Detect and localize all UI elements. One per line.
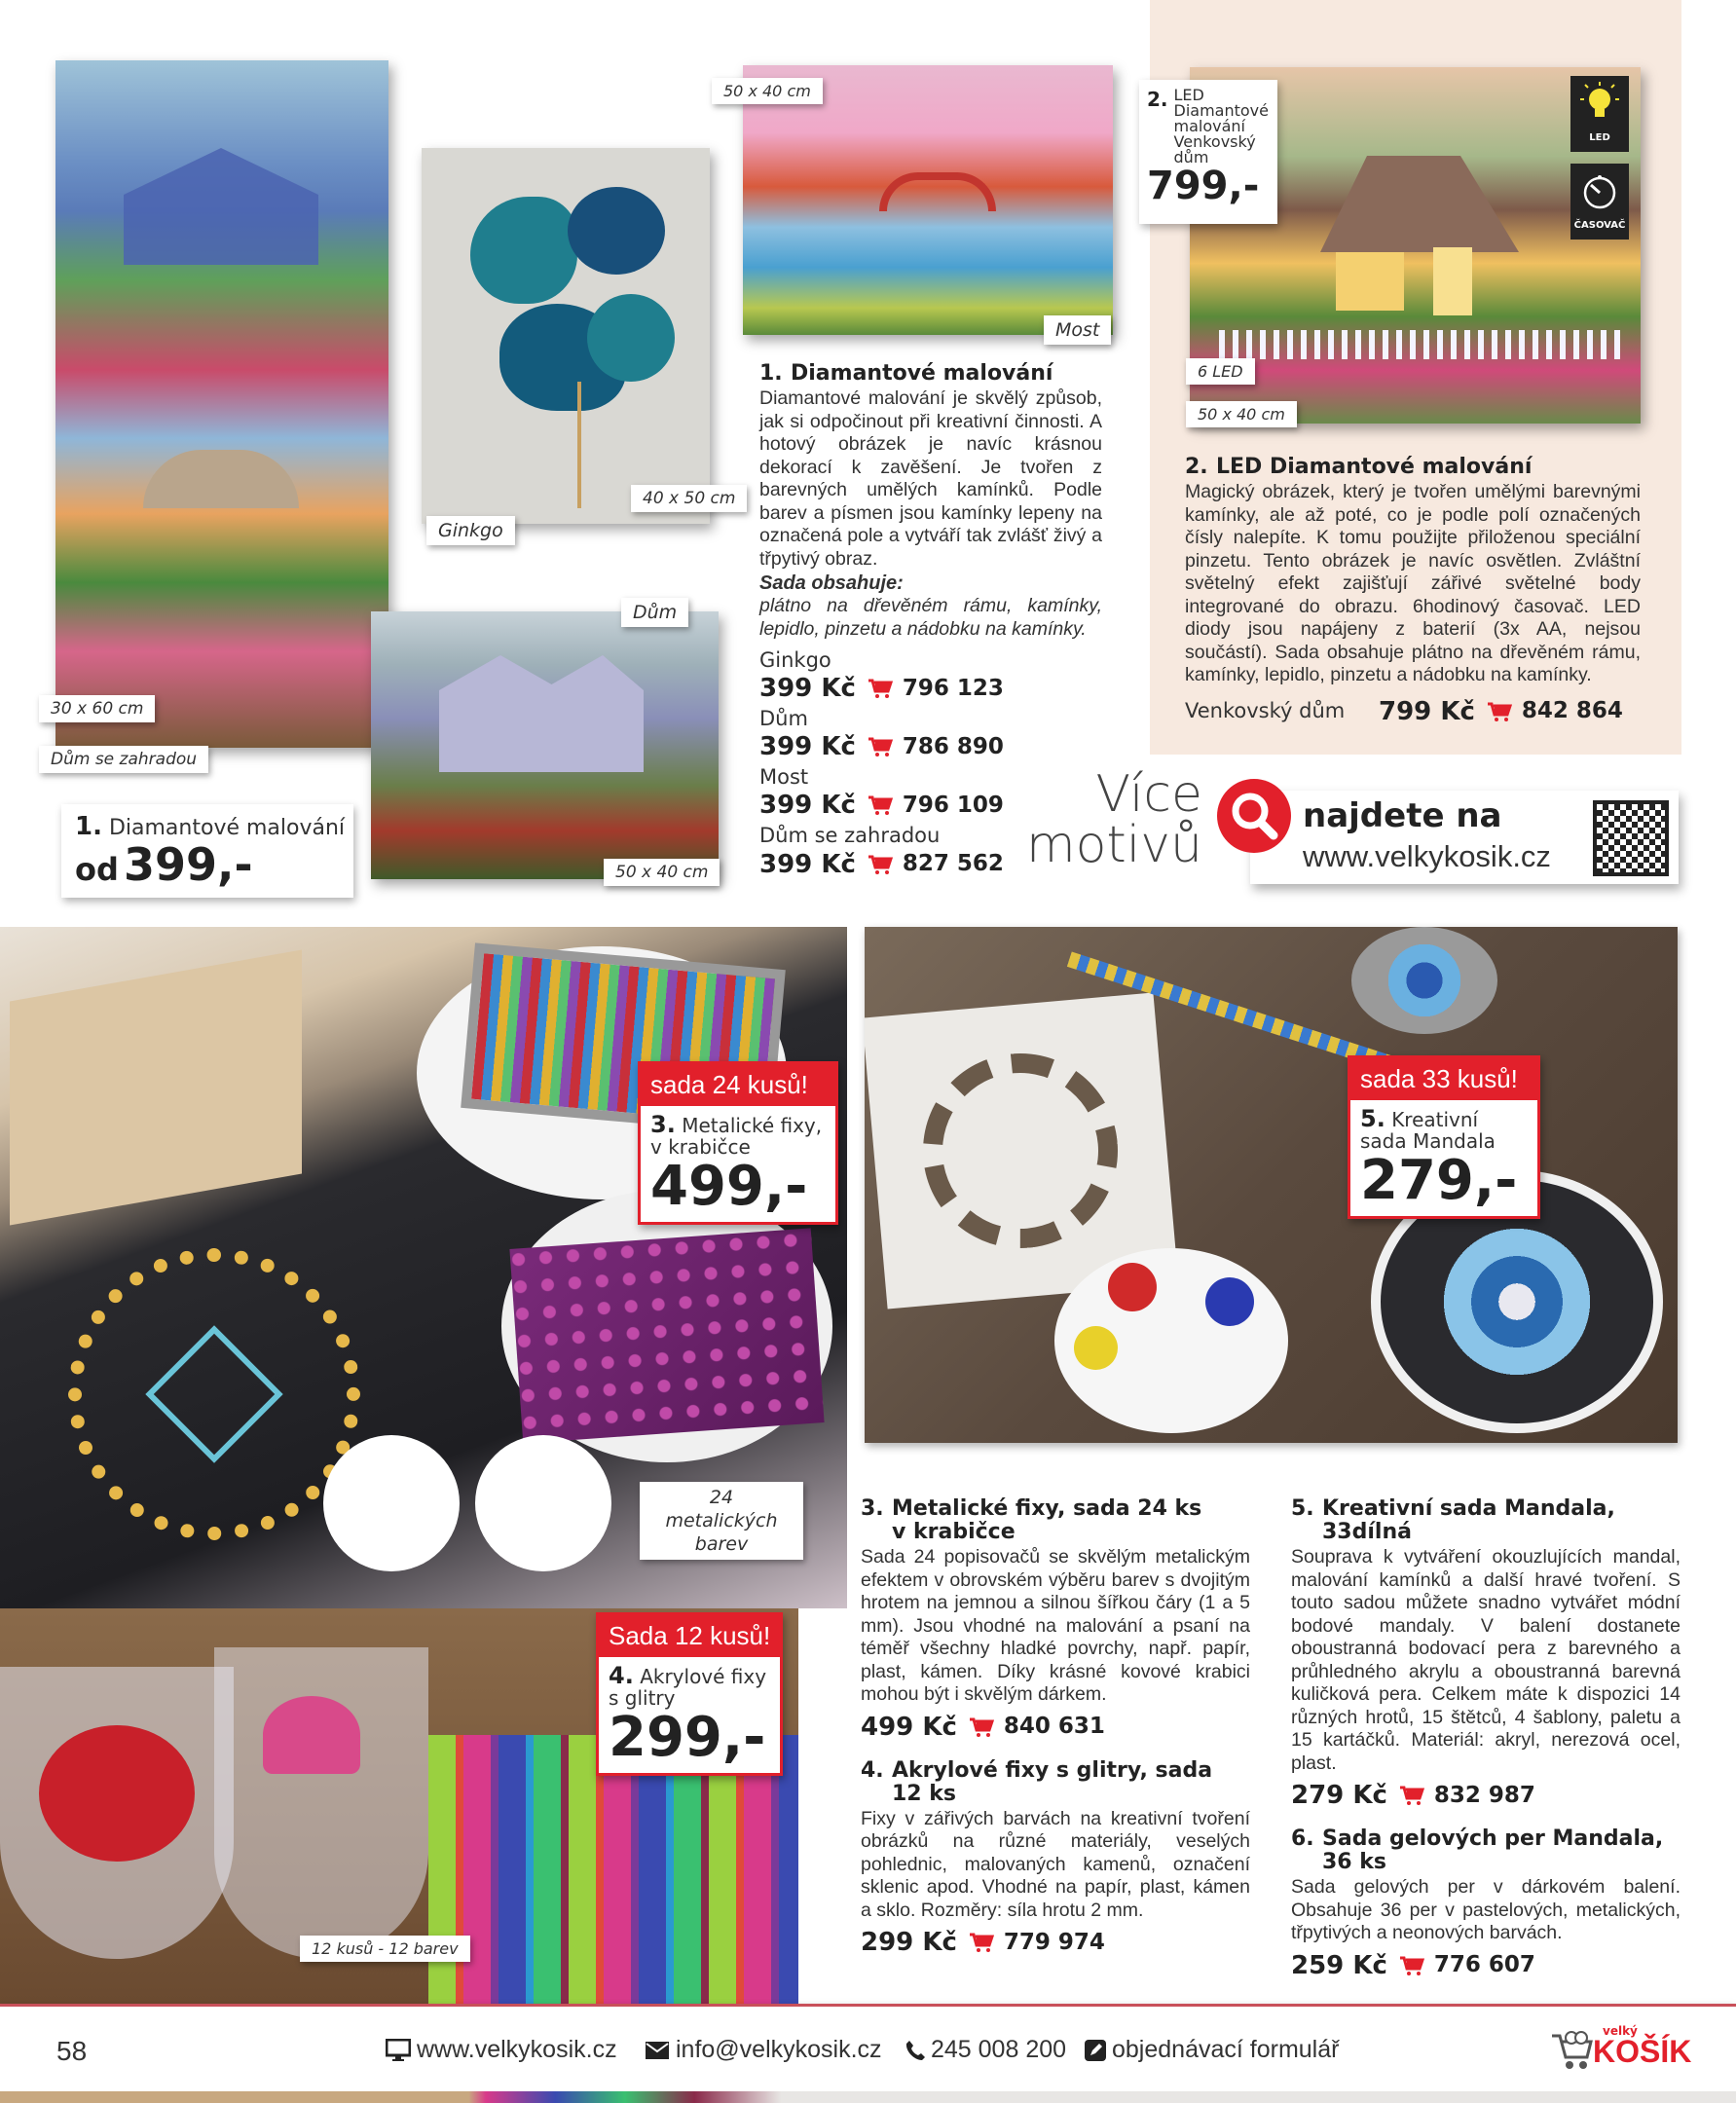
product-description: Sada 24 popisovačů se skvělým metalickým efektem v obrovském výběru barev s dvojitým hrotem na jemnou a silnou šířkou čáry (1 a 5 mm). Jsou vhodné na malování a psaní na téměř všechny hladké povrchy, např. papír, plast, kámen. Díky krásné kovové krabici mohou být i skvělým dárkem. (861, 1546, 1250, 1705)
cart-icon[interactable] (1487, 701, 1512, 722)
painting-bridge-shape (143, 450, 299, 508)
banner-find-line1: najdete na (1303, 796, 1502, 835)
footer-order-form-text[interactable]: objednávací formulář (1112, 2036, 1340, 2063)
cottage-fence (1219, 330, 1628, 359)
cart-icon[interactable] (969, 1716, 994, 1738)
variant-code: 796 109 (902, 792, 1004, 818)
purple-tin-box (509, 1228, 824, 1443)
size-tag-house: 50 x 40 cm (604, 859, 720, 886)
footer-email-text[interactable]: info@velkykosik.cz (676, 2036, 882, 2063)
badge-4-price: 299,- (609, 1706, 766, 1769)
tulip-painting (263, 1696, 360, 1774)
timer-icon (1578, 167, 1621, 216)
product-1-contents: plátno na dřevěném rámu, kamínky, lepidlo, pinzetu a nádobku na kamínky. (759, 595, 1102, 640)
cart-icon[interactable] (868, 854, 893, 875)
promo-2-name-line: LED (1173, 86, 1204, 104)
painting-ginkgo (422, 148, 710, 524)
product-2-price: 799 Kč (1379, 696, 1475, 726)
led-size-tag: 50 x 40 cm (1186, 401, 1297, 427)
product-description: Fixy v zářivých barvách na kreativní tvoření obrázků na různé materiály, veselých pohlednic, malovaných kamenů, označení sklenic apod. Vhodné na papír, plast, kámen a sklo. Rozměry: síla hrotu 2 mm. (861, 1807, 1250, 1921)
led-feature-badge (1570, 76, 1629, 152)
search-icon (1217, 779, 1291, 853)
variant-name: Dům se zahradou (759, 824, 941, 848)
variant-price: 399 Kč (759, 849, 856, 879)
badge-5-price: 279,- (1360, 1149, 1518, 1212)
badge-3-num: 3. (650, 1111, 676, 1138)
qr-code[interactable] (1593, 800, 1669, 876)
footer-email[interactable] (645, 2036, 882, 2064)
promo-2-num: 2. (1147, 88, 1168, 111)
product-1-title: Diamantové malování (791, 361, 1053, 386)
variant-price: 399 Kč (759, 674, 856, 704)
ginkgo-leaf (470, 197, 577, 304)
product-3-details (861, 1497, 1250, 1740)
promo-1-num: 1. (75, 812, 102, 841)
variant-code: 827 562 (902, 851, 1004, 877)
dotted-stone-top (1351, 927, 1497, 1034)
product-2-code: 842 864 (1521, 698, 1623, 723)
led-feature-label: LED (1589, 132, 1610, 143)
promo-2-name-line: malování (1173, 117, 1245, 135)
badge-4-name: Akrylové fixy s glitry (609, 1665, 767, 1710)
product-title-cont: v krabičce (892, 1520, 1016, 1544)
painting-garden-house (55, 60, 388, 748)
footer-bottom-strip (0, 2091, 1736, 2103)
product-title-cont: 36 ks (1322, 1850, 1386, 1874)
product-title: Metalické fixy, sada 24 ks (892, 1496, 1202, 1521)
badge-3-header: sada 24 kusů! (641, 1064, 835, 1106)
timer-feature-label: ČASOVAČ (1573, 220, 1626, 231)
painting-house (371, 611, 719, 879)
cart-icon[interactable] (1399, 1785, 1424, 1806)
variant-name: Ginkgo (759, 648, 831, 672)
product-6-details (1291, 1827, 1681, 1978)
tag-12-pieces-12-colors: 12 kusů - 12 barev (300, 1936, 470, 1962)
more-motifs-line2: motivů (1025, 816, 1202, 874)
footer-website-text[interactable]: www.velkykosik.cz (417, 2036, 617, 2063)
product-4-details (861, 1759, 1250, 1956)
badge-3-name: Metalické fixy, v krabičce (650, 1114, 823, 1159)
badge-4-header: Sada 12 kusů! (599, 1615, 780, 1657)
promo-2-name-line: Diamantové (1173, 101, 1269, 120)
badge-4-num: 4. (609, 1662, 634, 1689)
product-1-contents-label: Sada obsahuje: (759, 572, 904, 594)
footer-phone-text[interactable]: 245 008 200 (931, 2036, 1067, 2063)
cottage-roof (1297, 145, 1531, 252)
size-tag-garden: 30 x 60 cm (39, 695, 155, 722)
more-motifs-text (1022, 765, 1202, 874)
promo-label-2 (1139, 80, 1277, 224)
bridge-arch (879, 172, 996, 211)
promo-1-name: Diamantové malování (108, 816, 346, 840)
monitor-icon (386, 2039, 411, 2062)
product-title: Kreativní sada Mandala, (1322, 1496, 1615, 1521)
product-num: 5. (1291, 1496, 1314, 1521)
cart-mascot-icon (1550, 2024, 1593, 2073)
cart-icon[interactable] (868, 678, 893, 699)
product-title-cont: 33dílná (1322, 1520, 1412, 1544)
name-tag-house: Dům (621, 598, 688, 627)
name-tag-garden: Dům se zahradou (39, 746, 208, 773)
variant-code: 786 890 (902, 733, 1004, 759)
cottage-door (1433, 247, 1472, 315)
promo-1-prefix: od (75, 851, 119, 888)
velky-kosik-logo (1550, 2022, 1692, 2077)
ginkgo-stem (577, 382, 581, 508)
name-tag-ginkgo: Ginkgo (426, 516, 515, 545)
tag-24-metallic-colors: 24 metalických barev (640, 1482, 803, 1560)
product-column-right (1291, 1497, 1681, 1978)
footer-order-form[interactable] (1085, 2036, 1339, 2064)
website-banner[interactable] (1250, 791, 1679, 884)
paint-blue (1205, 1277, 1254, 1326)
cottage-window (1336, 252, 1404, 311)
cart-icon[interactable] (1399, 1955, 1424, 1976)
product-title: Akrylové fixy s glitry, sada (892, 1757, 1213, 1783)
product-code: 776 607 (1433, 1952, 1535, 1977)
ginkgo-leaf (587, 294, 675, 382)
logo-big-text: KOŠÍK (1593, 2034, 1692, 2069)
product-price: 299 Kč (861, 1928, 957, 1957)
promo-label-1 (61, 804, 353, 898)
product-2-variant: Venkovský dům (1185, 699, 1346, 722)
badge-5-num: 5. (1360, 1105, 1385, 1132)
cart-icon[interactable] (868, 794, 893, 816)
variant-code: 796 123 (902, 675, 1004, 701)
badge-product-4 (596, 1612, 783, 1776)
ginkgo-leaf (568, 187, 665, 275)
product-2-details (1185, 456, 1641, 724)
painting-bridge (743, 65, 1113, 335)
paint-yellow (1074, 1326, 1118, 1370)
house-shape (439, 655, 644, 772)
product-column-left (861, 1497, 1250, 1955)
product-code: 832 987 (1433, 1782, 1535, 1808)
envelope-icon (645, 2041, 670, 2060)
banner-website[interactable]: www.velkykosik.cz (1303, 839, 1551, 873)
badge-3-price: 499,- (650, 1155, 808, 1218)
size-tag-bridge: 50 x 40 cm (712, 78, 823, 104)
product-description: Sada gelových per v dárkovém balení. Obsahuje 36 per v pastelových, metalických, třpytivých a neonových barvách. (1291, 1876, 1681, 1943)
product-2-num: 2. (1185, 455, 1208, 479)
variant-name: Most (759, 765, 809, 790)
product-description: Souprava k vytváření okouzlujících mandal, malování kamínků a další hravé tvoření. S touto sadou můžete snadno vytvářet módní bodové mandaly. V balení dostanete oboustranná bodovací pera z barevného a průhledného akrylu a oboustranná barevná kuličková pera. Celkem máte k dispozici 14 různých hrotů, 15 štětců, 4 šablony, paletu a 15 kartáčků. Materiál: akryl, nerezová ocel, plast. (1291, 1546, 1681, 1774)
badge-5-header: sada 33 kusů! (1350, 1058, 1537, 1100)
variant-price: 399 Kč (759, 791, 856, 821)
variant-item (759, 648, 1102, 704)
product-price: 499 Kč (861, 1712, 957, 1742)
footer-website[interactable] (386, 2036, 617, 2064)
cart-icon[interactable] (969, 1932, 994, 1953)
timer-feature-badge (1570, 164, 1629, 240)
product-1-description: Diamantové malování je skvělý způsob, jak si odpočinout při kreativní činnosti. A hotový obrázek je navíc krásnou dekorací k zavěšení. Je tvořen z barevných umělých kamínků. Podle barev a písmen jsou kamínky lepeny na označená pole a vytváří tak zvlášť živý a třpytivý obraz. (759, 387, 1102, 570)
promo-2-name (1174, 88, 1269, 166)
variant-price: 399 Kč (759, 732, 856, 762)
led-count-tag: 6 LED (1186, 358, 1255, 385)
product-title-cont: 12 ks (892, 1781, 956, 1806)
tip-circle-fine (323, 1435, 460, 1571)
product-2-description: Magický obrázek, který je tvořen umělými barevnými kamínky, ale až poté, co je podle polí označených čísly nalepíte. K tomu použijte přiloženou speciální pinzetu. Tento obrázek je navíc osvětlen. Zvláštní světelný efekt zajišťují zářivé světelné body integrované do obrazu. 6hodinový časovač. LED diody jsou napájeny z baterií (3x AA, nejsou součástí). Sada obsahuje plátno na dřevěném rámu, kamínky, lepidlo, pinzetu a nádobku na kamínky. (1185, 481, 1641, 685)
promo-2-name-line: Venkovský (1173, 132, 1256, 151)
product-price: 259 Kč (1291, 1950, 1387, 1980)
product-title: Sada gelových per Mandala, (1322, 1826, 1664, 1851)
wooden-box (10, 950, 302, 1226)
phone-icon (905, 2040, 925, 2061)
product-num: 6. (1291, 1826, 1314, 1851)
cart-icon[interactable] (868, 736, 893, 757)
name-tag-bridge: Most (1044, 315, 1111, 345)
light-bulb-icon (1578, 80, 1621, 129)
badge-5-name: Kreativní sada Mandala (1360, 1108, 1496, 1153)
product-code: 779 974 (1003, 1929, 1105, 1955)
promo-2-price: 799,- (1147, 164, 1260, 208)
paint-red (1108, 1263, 1157, 1311)
product-num: 4. (861, 1757, 884, 1783)
edit-icon (1085, 2040, 1106, 2061)
product-5-details (1291, 1497, 1681, 1808)
variant-name: Dům (759, 707, 808, 731)
size-tag-ginkgo: 40 x 50 cm (631, 485, 747, 512)
product-2-title: LED Diamantové malování (1216, 455, 1533, 479)
page-number: 58 (56, 2036, 88, 2066)
footer-phone[interactable] (905, 2036, 1066, 2064)
rose-painting (39, 1725, 195, 1862)
product-1-num: 1. (759, 361, 783, 386)
badge-product-5 (1348, 1055, 1540, 1219)
promo-2-name-line: dům (1173, 148, 1209, 166)
page-footer (0, 2004, 1736, 2091)
photo-mandala-kit (865, 927, 1678, 1443)
product-price: 279 Kč (1291, 1781, 1387, 1810)
variant-item (759, 707, 1102, 762)
product-code: 840 631 (1003, 1714, 1105, 1739)
product-num: 3. (861, 1496, 884, 1521)
promo-1-price: 399,- (123, 838, 253, 891)
wine-glass-tulip (214, 1647, 428, 1959)
painting-house-shape (124, 148, 318, 265)
tip-circle-bold (475, 1435, 611, 1571)
more-motifs-line1: Více (1095, 765, 1202, 824)
badge-product-3 (638, 1061, 838, 1225)
logo-small-text: velký (1603, 2024, 1638, 2038)
